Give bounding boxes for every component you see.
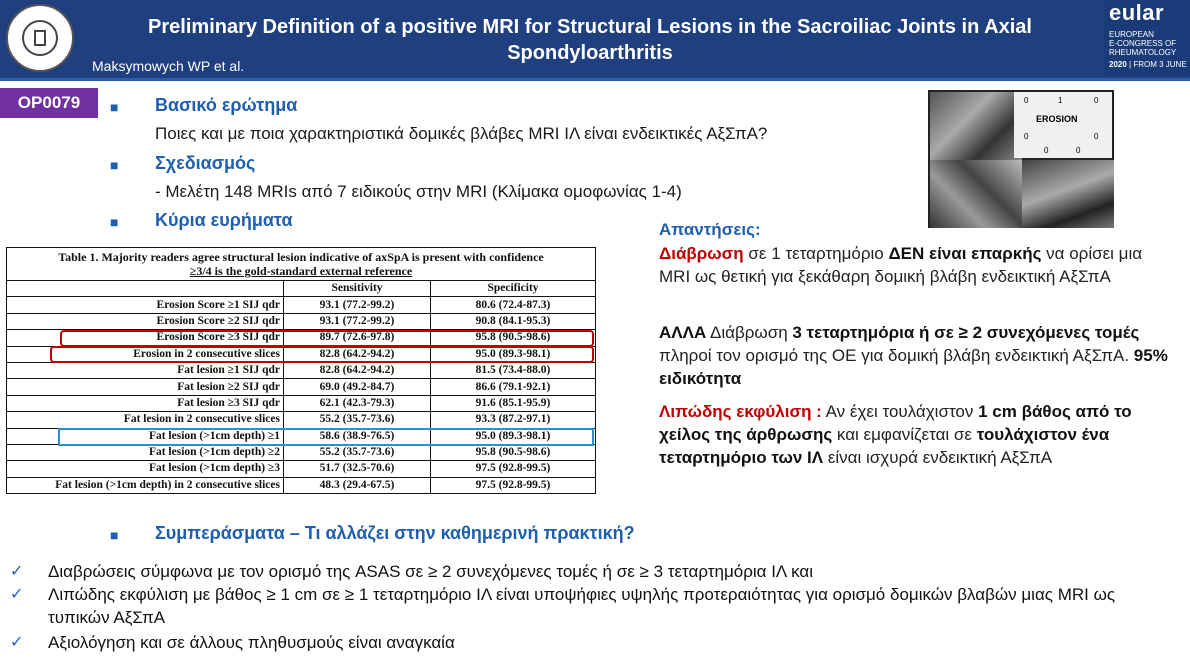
sensitivity-cell: 82.8 (64.2-94.2)	[284, 346, 431, 362]
bullet-icon: ■	[110, 99, 119, 115]
table-row	[7, 362, 596, 378]
abstract-badge: OP0079	[0, 88, 98, 118]
table-row	[7, 379, 596, 395]
author-name: Maksymowych WP et al.	[92, 58, 245, 74]
row-label: Erosion Score ≥2 SIJ qdr	[7, 313, 284, 329]
row-label: Erosion Score ≥3 SIJ qdr	[7, 330, 284, 346]
erosion-diagram: EROSION 0 1 0 0 0 0 0	[1014, 92, 1112, 158]
table-caption: Table 1. Majority readers agree structural lesion indicative of axSpA is present with confidence ≥3/4 is the gold-standard external reference	[7, 248, 596, 281]
mri-image	[930, 92, 1022, 160]
table-row	[7, 461, 596, 477]
row-label: Fat lesion (>1cm depth) ≥3	[7, 461, 284, 477]
specificity-cell: 86.6 (79.1-92.1)	[431, 379, 596, 395]
table-row	[7, 313, 596, 329]
erosion-label: EROSION	[1036, 114, 1078, 124]
design-text: - Μελέτη 148 MRIs από 7 ειδικούς στην MRI (Κλίμακα ομοφωνίας 1-4)	[155, 182, 682, 201]
col-specificity: Specificity	[431, 281, 596, 297]
table-row	[7, 412, 596, 428]
specificity-cell: 95.0 (89.3-98.1)	[431, 428, 596, 444]
question-heading: Βασικό ερώτημα	[155, 95, 298, 115]
row-label: Fat lesion ≥2 SIJ qdr	[7, 379, 284, 395]
row-label: Erosion in 2 consecutive slices	[7, 346, 284, 362]
logo-emblem-icon	[22, 20, 58, 56]
highlight-box	[58, 428, 594, 446]
check-icon: ✓	[10, 586, 24, 603]
highlight-box	[50, 346, 594, 363]
answer-erosion-2: ΑΛΛΑ Διάβρωση 3 τεταρτημόρια ή σε ≥ 2 συνεχόμενες τομές πληροί τον ορισμό της ΟΕ για δομική βλάβη ενδεικτική ΑξΣπΑ. 95% ειδικότητα	[659, 323, 1168, 388]
results-table	[6, 247, 596, 494]
table-row	[7, 477, 596, 493]
answer-fat-lesion: Λιπώδης εκφύλιση : Αν έχει τουλάχιστον 1 cm βάθος από το χείλος της άρθρωσης και εμφανίζεται σε τουλάχιστον ένα τεταρτημόριο των ΙΛ είναι ισχυρά ενδεικτική ΑξΣπΑ	[659, 402, 1132, 467]
sensitivity-cell: 93.1 (77.2-99.2)	[284, 297, 431, 313]
row-label: Fat lesion (>1cm depth) ≥2	[7, 444, 284, 460]
specificity-cell: 95.8 (90.5-98.6)	[431, 330, 596, 346]
bullet-icon: ■	[110, 527, 119, 543]
answers-heading: Απαντήσεις:	[659, 220, 761, 239]
eular-logo	[1104, 0, 1190, 76]
table-body	[7, 297, 596, 494]
slide-title: Preliminary Definition of a positive MRI for Structural Lesions in the Sacroiliac Joints in Axial Spondyloarthritis	[148, 16, 1032, 64]
sensitivity-cell: 89.7 (72.6-97.8)	[284, 330, 431, 346]
specificity-cell: 95.8 (90.5-98.6)	[431, 444, 596, 460]
highlight-box	[60, 330, 594, 347]
specificity-cell: 80.6 (72.4-87.3)	[431, 297, 596, 313]
eular-brand: eular	[1109, 0, 1165, 25]
conclusion-item: Λιπώδης εκφύλιση με βάθος ≥ 1 cm σε ≥ 1 τεταρτημόριο ΙΛ είναι υποψήφιες υψηλής προτεραιότητας για ορισμό δομικών βλαβών μιας MRI ως τυπικών ΑξΣπΑ	[48, 585, 1116, 627]
row-label: Fat lesion (>1cm depth) in 2 consecutive slices	[7, 477, 284, 493]
row-label: Fat lesion ≥3 SIJ qdr	[7, 395, 284, 411]
bullet-icon: ■	[110, 214, 119, 230]
sensitivity-cell: 58.6 (38.9-76.5)	[284, 428, 431, 444]
conclusions-heading: Συμπεράσματα – Τι αλλάζει στην καθημερινή πρακτική?	[155, 523, 635, 543]
findings-heading: Κύρια ευρήματα	[155, 210, 293, 230]
specificity-cell: 95.0 (89.3-98.1)	[431, 346, 596, 362]
check-icon: ✓	[10, 634, 24, 651]
conclusion-item: Διαβρώσεις σύμφωνα με τον ορισμό της ASAS σε ≥ 2 συνεχόμενες τομές ή σε ≥ 3 τεταρτημόρια ΙΛ και	[48, 562, 813, 581]
sensitivity-cell: 93.1 (77.2-99.2)	[284, 313, 431, 329]
bullet-icon: ■	[110, 157, 119, 173]
sensitivity-cell: 48.3 (29.4-67.5)	[284, 477, 431, 493]
answer-erosion-1: Διάβρωση σε 1 τεταρτημόριο ΔΕΝ είναι επαρκής να ορίσει μια MRI ως θετική για ξεκάθαρη δομική βλάβη ενδεικτική ΑξΣπΑ	[659, 244, 1143, 286]
row-label: Fat lesion (>1cm depth) ≥1	[7, 428, 284, 444]
table-header-row	[7, 281, 596, 297]
specificity-cell: 81.5 (73.4-88.0)	[431, 362, 596, 378]
check-icon: ✓	[10, 563, 24, 580]
question-text: Ποιες και με ποια χαρακτηριστικά δομικές βλάβες MRI ΙΛ είναι ενδεικτικές ΑξΣπΑ?	[155, 124, 768, 143]
specificity-cell: 91.6 (85.1-95.9)	[431, 395, 596, 411]
sensitivity-cell: 69.0 (49.2-84.7)	[284, 379, 431, 395]
header-bar	[0, 0, 1190, 81]
row-label: Fat lesion in 2 consecutive slices	[7, 412, 284, 428]
specificity-cell: 93.3 (87.2-97.1)	[431, 412, 596, 428]
table-row	[7, 444, 596, 460]
sensitivity-cell: 55.2 (35.7-73.6)	[284, 412, 431, 428]
specificity-cell: 97.5 (92.8-99.5)	[431, 477, 596, 493]
table-row	[7, 297, 596, 313]
col-sensitivity: Sensitivity	[284, 281, 431, 297]
sensitivity-cell: 82.8 (64.2-94.2)	[284, 362, 431, 378]
eular-date: 2020 | FROM 3 JUNE	[1109, 60, 1187, 69]
society-logo	[6, 4, 74, 72]
design-heading: Σχεδιασμός	[155, 153, 256, 173]
conclusion-item: Αξιολόγηση και σε άλλους πληθυσμούς είναι αναγκαία	[48, 633, 455, 652]
sensitivity-cell: 51.7 (32.5-70.6)	[284, 461, 431, 477]
specificity-cell: 97.5 (92.8-99.5)	[431, 461, 596, 477]
row-label: Fat lesion ≥1 SIJ qdr	[7, 362, 284, 378]
table-row	[7, 395, 596, 411]
row-label: Erosion Score ≥1 SIJ qdr	[7, 297, 284, 313]
eular-subtitle: EUROPEAN E-CONGRESS OF RHEUMATOLOGY	[1109, 30, 1177, 57]
sensitivity-cell: 62.1 (42.3-79.3)	[284, 395, 431, 411]
specificity-cell: 90.8 (84.1-95.3)	[431, 313, 596, 329]
sensitivity-cell: 55.2 (35.7-73.6)	[284, 444, 431, 460]
